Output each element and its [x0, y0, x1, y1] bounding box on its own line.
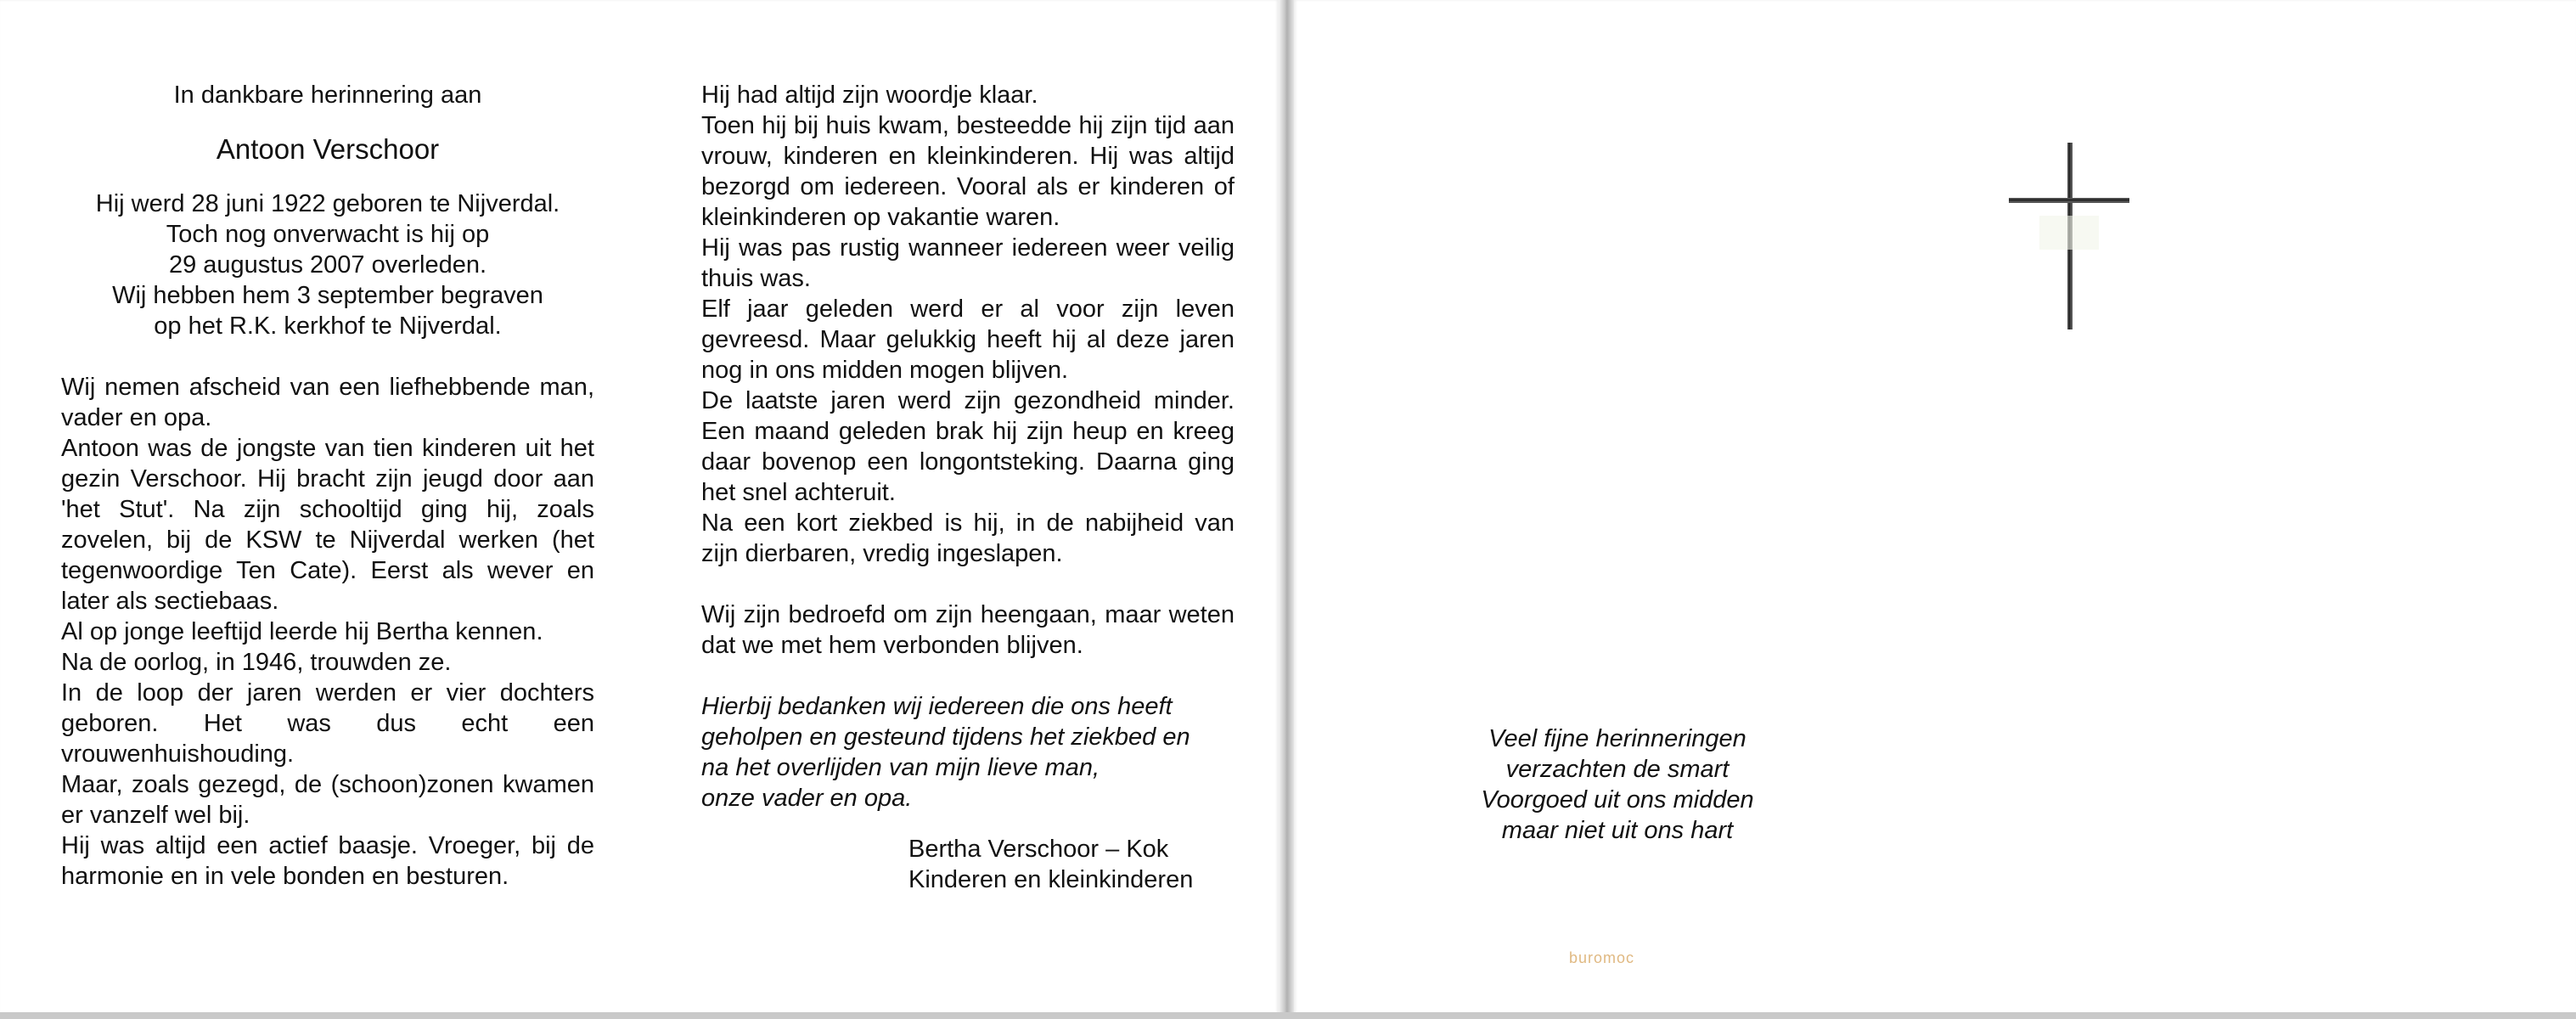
signature-block — [908, 834, 1235, 895]
card-fold — [1279, 0, 1294, 1019]
deceased-name: Antoon Verschoor — [216, 133, 440, 165]
paragraph: Antoon was de jongste van tien kinderen uit het gezin Verschoor. Hij bracht zijn jeugd door aan 'het Stut'. Na zijn schooltijd ging hij, zoals zovelen, bij de KSW te Nijverdal werken (het tegenwoordige Ten Cate). Eerst als wever en later als sectiebaas. — [61, 435, 594, 615]
poem-line: Veel fijne herinneringen — [1488, 725, 1746, 752]
closing-paragraph: Wij zijn bedroefd om zijn heengaan, maar weten dat we met hem verbonden blijven. — [701, 601, 1235, 659]
inside-card — [0, 0, 1279, 1016]
paragraph: Elf jaar geleden werd er al voor zijn leven gevreesd. Maar gelukkig heeft hij al deze jaren nog in ons midden mogen blijven. — [701, 296, 1235, 384]
thanks-line: geholpen en gesteund tijdens het ziekbed en — [701, 723, 1190, 751]
paragraph: Na een kort ziekbed is hij, in de nabijheid van zijn dierbaren, vredig ingeslapen. — [701, 510, 1235, 567]
paragraph: Hij had altijd zijn woordje klaar. — [701, 82, 1038, 109]
intro-line: In dankbare herinnering aan — [173, 82, 482, 109]
poem-line: verzachten de smart — [1505, 756, 1730, 783]
life-line: Wij hebben hem 3 september begraven — [112, 282, 543, 309]
paragraph: Hij was altijd een actief baasje. Vroeger, bij de harmonie en in vele bonden en besturen. — [61, 832, 594, 890]
printer-mark: buromoc — [1569, 949, 1635, 966]
life-line: Hij werd 28 juni 1922 geboren te Nijverdal. — [95, 190, 560, 217]
signature-line: Bertha Verschoor – Kok — [908, 836, 1169, 863]
paragraph: De laatste jaren werd zijn gezondheid minder. Een maand geleden brak hij zijn heup en kreeg daar bovenop een longontsteking. Daarna ging het snel achteruit. — [701, 387, 1235, 506]
paragraph: Wij nemen afscheid van een liefhebbende man, vader en opa. — [61, 374, 594, 431]
thanks-line: onze vader en opa. — [701, 785, 913, 812]
thanks-line: Hierbij bedanken wij iedereen die ons heeft — [701, 693, 1173, 720]
poem — [1401, 723, 1834, 846]
paragraph: In de loop der jaren werden er vier dochters geboren. Het was dus echt een vrouwenhuishouding. — [61, 679, 594, 768]
cross-icon — [2005, 141, 2133, 331]
back-card — [1294, 0, 2576, 1016]
poem-line: Voorgoed uit ons midden — [1481, 786, 1754, 814]
right-text-column — [701, 80, 1235, 895]
life-line: Toch nog onverwacht is hij op — [166, 221, 490, 248]
left-text-column — [61, 80, 594, 892]
signature-line: Kinderen en kleinkinderen — [908, 866, 1194, 893]
poem-line: maar niet uit ons hart — [1501, 817, 1734, 844]
paragraph: Toen hij bij huis kwam, besteedde hij zijn tijd aan vrouw, kinderen en kleinkinderen. Hij was altijd bezorgd om iedereen. Vooral als er kinderen of kleinkinderen op vakantie waren. — [701, 112, 1235, 231]
paragraph: Al op jonge leeftijd leerde hij Bertha kennen. — [61, 618, 543, 645]
life-line: op het R.K. kerkhof te Nijverdal. — [154, 312, 502, 340]
paragraph: Hij was pas rustig wanneer iedereen weer veilig thuis was. — [701, 234, 1235, 292]
life-line: 29 augustus 2007 overleden. — [168, 251, 487, 279]
thanks-line: na het overlijden van mijn lieve man, — [701, 754, 1100, 781]
paragraph: Na de oorlog, in 1946, trouwden ze. — [61, 649, 452, 676]
scan-bottom-edge — [0, 1012, 2576, 1019]
paragraph: Maar, zoals gezegd, de (schoon)zonen kwamen er vanzelf wel bij. — [61, 771, 594, 829]
